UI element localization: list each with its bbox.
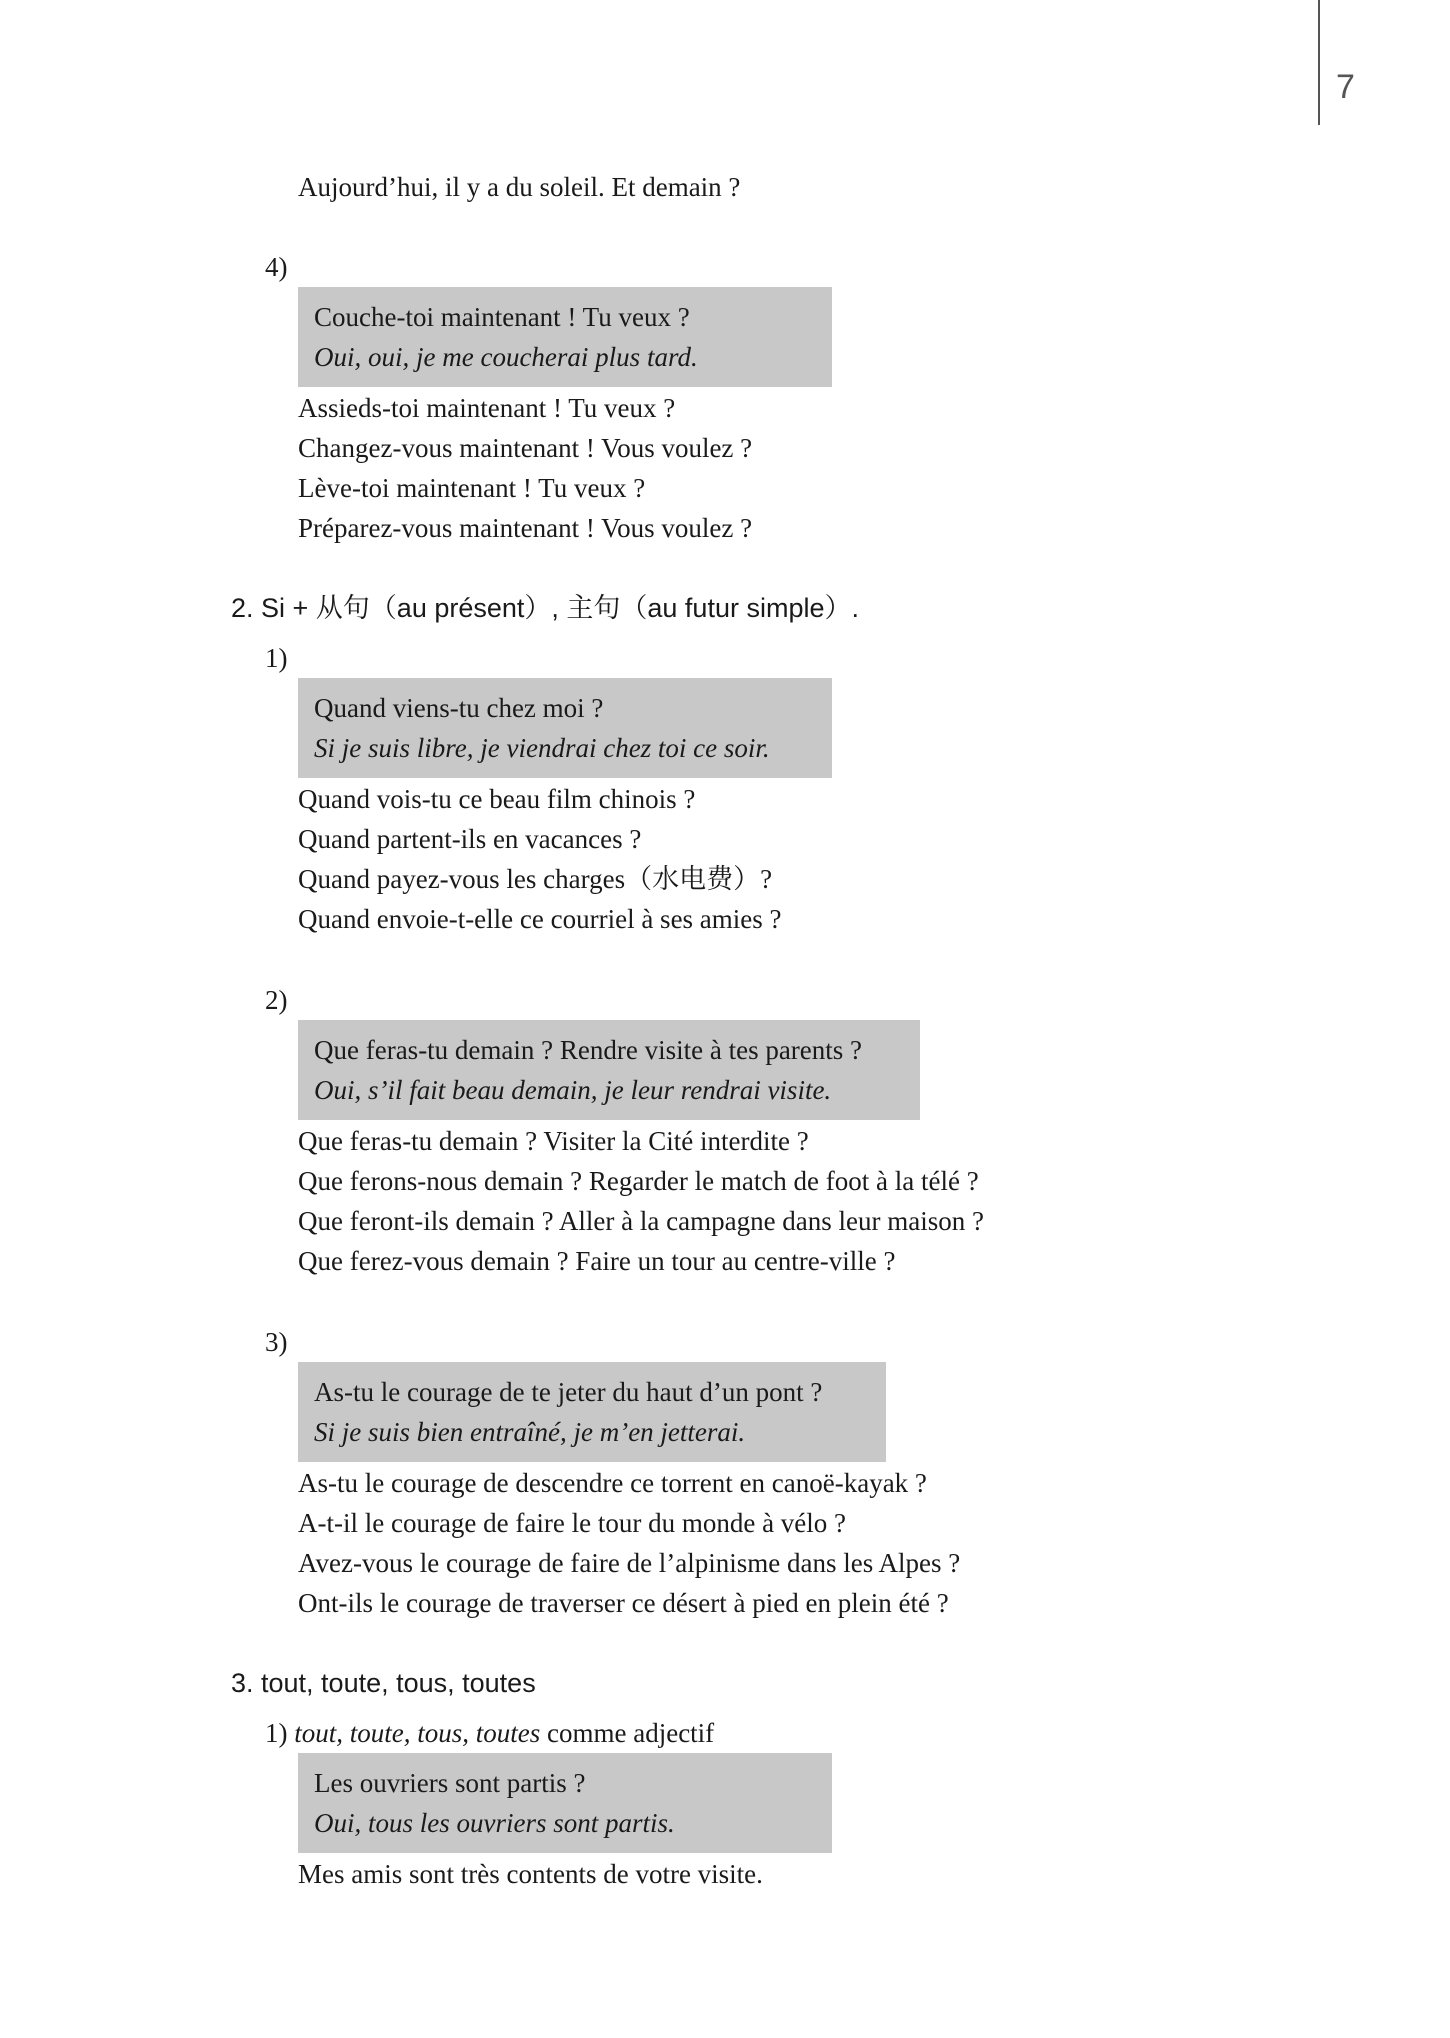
exercise-title xyxy=(265,1713,714,1753)
exercise-title-rest: comme adjectif xyxy=(540,1718,715,1748)
list-item: Quand vois-tu ce beau film chinois ? xyxy=(298,784,696,814)
list-item: Mes amis sont très contents de votre visite. xyxy=(298,1859,763,1889)
list-item: Que feront-ils demain ? Aller à la campagne dans leur maison ? xyxy=(298,1206,984,1236)
example-box xyxy=(298,287,832,387)
example-question: Les ouvriers sont partis ? xyxy=(314,1768,586,1798)
exercise-number: 3) xyxy=(265,1327,288,1357)
list-item: Avez-vous le courage de faire de l’alpinisme dans les Alpes ? xyxy=(298,1548,961,1578)
top-line: Aujourd’hui, il y a du soleil. Et demain ? xyxy=(298,172,741,202)
list-item: Que ferez-vous demain ? Faire un tour au centre-ville ? xyxy=(298,1246,896,1276)
page-number: 7 xyxy=(1336,68,1355,106)
exercise-title-italic: tout, toute, tous, toutes xyxy=(294,1718,541,1748)
list-item: Que ferons-nous demain ? Regarder le match de foot à la télé ? xyxy=(298,1166,979,1196)
list-item: Préparez-vous maintenant ! Vous voulez ? xyxy=(298,513,753,543)
exercise-number: 1) xyxy=(265,643,288,673)
example-answer: Oui, tous les ouvriers sont partis. xyxy=(314,1808,675,1838)
exercise-number: 2) xyxy=(265,985,288,1015)
exercise-number: 1) xyxy=(265,1718,288,1748)
list-item: Quand partent-ils en vacances ? xyxy=(298,824,642,854)
list-item: Changez-vous maintenant ! Vous voulez ? xyxy=(298,433,753,463)
list-item: Quand envoie-t-elle ce courriel à ses amies ? xyxy=(298,904,782,934)
list-item: Lève-toi maintenant ! Tu veux ? xyxy=(298,473,646,503)
section-heading: 3. tout, toute, tous, toutes xyxy=(231,1668,536,1698)
example-answer: Oui, oui, je me coucherai plus tard. xyxy=(314,342,698,372)
example-answer: Si je suis libre, je viendrai chez toi ce soir. xyxy=(314,733,770,763)
list-item: As-tu le courage de descendre ce torrent en canoë-kayak ? xyxy=(298,1468,927,1498)
example-question: Couche-toi maintenant ! Tu veux ? xyxy=(314,302,690,332)
example-box xyxy=(298,1362,886,1462)
list-item: Quand payez-vous les charges（水电费）? xyxy=(298,864,773,894)
example-answer: Si je suis bien entraîné, je m’en jetterai. xyxy=(314,1417,746,1447)
exercise-number: 4) xyxy=(265,252,288,282)
example-question: Quand viens-tu chez moi ? xyxy=(314,693,604,723)
list-item: A-t-il le courage de faire le tour du monde à vélo ? xyxy=(298,1508,847,1538)
list-item: Que feras-tu demain ? Visiter la Cité interdite ? xyxy=(298,1126,809,1156)
list-item: Assieds-toi maintenant ! Tu veux ? xyxy=(298,393,676,423)
example-box xyxy=(298,678,832,778)
page-rule xyxy=(1318,0,1320,125)
list-item: Ont-ils le courage de traverser ce désert à pied en plein été ? xyxy=(298,1588,949,1618)
example-question: Que feras-tu demain ? Rendre visite à tes parents ? xyxy=(314,1035,863,1065)
example-answer: Oui, s’il fait beau demain, je leur rendrai visite. xyxy=(314,1075,832,1105)
example-box xyxy=(298,1020,920,1120)
section-heading: 2. Si + 从句（au présent）, 主句（au futur simple）. xyxy=(231,593,859,623)
example-box xyxy=(298,1753,832,1853)
example-question: As-tu le courage de te jeter du haut d’un pont ? xyxy=(314,1377,823,1407)
